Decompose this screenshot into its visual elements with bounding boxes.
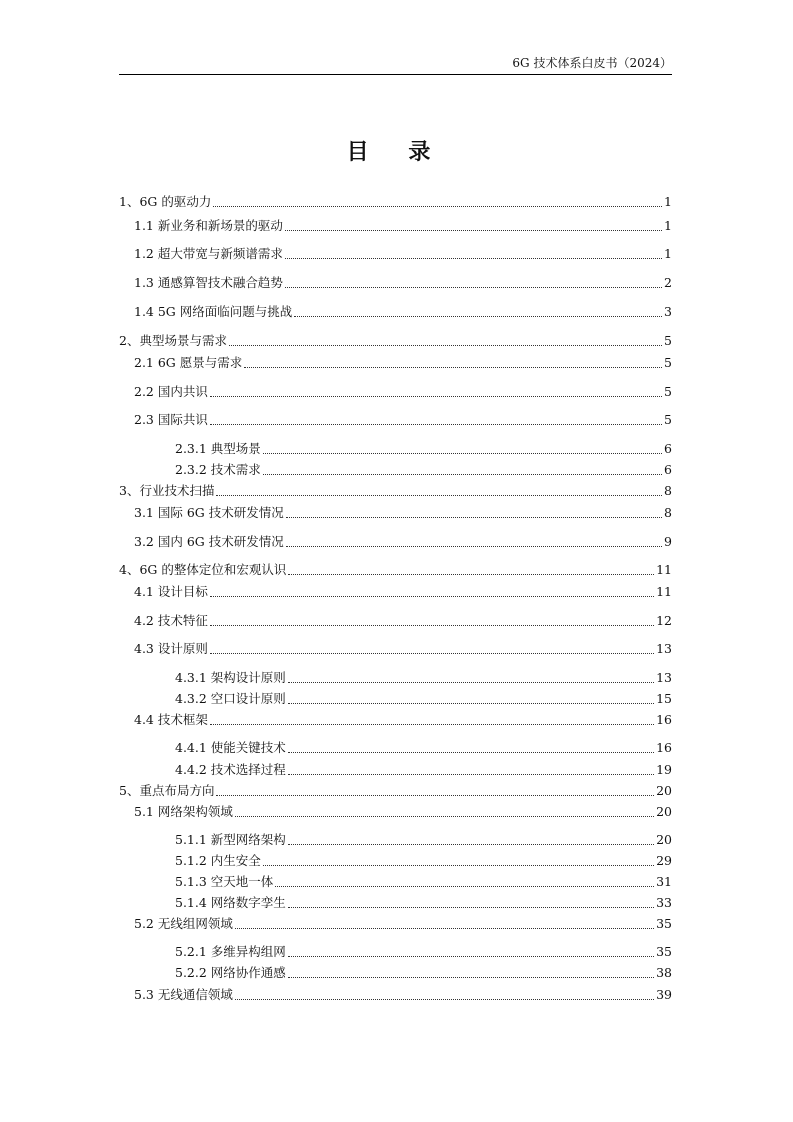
toc-entry-label: 2、典型场景与需求 xyxy=(119,333,227,348)
toc-entry-page: 6 xyxy=(664,462,672,477)
toc-entry[interactable] xyxy=(134,411,672,427)
toc-entry-label: 4.4 技术框架 xyxy=(134,712,208,727)
toc-entry[interactable] xyxy=(134,915,672,931)
dot-leader xyxy=(210,596,654,597)
dot-leader xyxy=(210,396,662,397)
toc-entry-label: 4.2 技术特征 xyxy=(134,613,208,628)
toc-entry-label: 4.3.2 空口设计原则 xyxy=(175,691,286,706)
dot-leader xyxy=(263,474,662,475)
toc-entry-page: 8 xyxy=(664,505,672,520)
toc-entry-page: 11 xyxy=(656,584,672,599)
toc-entry-label: 2.2 国内共识 xyxy=(134,384,208,399)
toc-entry[interactable] xyxy=(175,761,672,777)
toc-entry-label: 2.3.2 技术需求 xyxy=(175,462,261,477)
toc-entry-page: 5 xyxy=(664,412,672,427)
toc-entry[interactable] xyxy=(134,711,672,727)
dot-leader xyxy=(244,367,662,368)
toc-entry-label: 4.4.1 使能关键技术 xyxy=(175,740,286,755)
dot-leader xyxy=(294,316,662,317)
toc-entry-page: 11 xyxy=(656,562,672,577)
toc-entry-label: 5.3 无线通信领域 xyxy=(134,987,233,1002)
toc-entry[interactable] xyxy=(134,583,672,599)
dot-leader xyxy=(210,724,654,725)
toc-entry[interactable] xyxy=(119,193,672,209)
toc-entry-page: 2 xyxy=(664,275,672,290)
toc-entry[interactable] xyxy=(175,894,672,910)
dot-leader xyxy=(235,999,654,1000)
toc-entry-page: 6 xyxy=(664,441,672,456)
toc-entry-page: 13 xyxy=(656,670,672,685)
toc-entry-page: 1 xyxy=(664,246,672,261)
toc-entry-page: 1 xyxy=(664,218,672,233)
dot-leader xyxy=(213,206,662,207)
dot-leader xyxy=(285,230,662,231)
toc-entry[interactable] xyxy=(134,986,672,1002)
toc-entry-label: 2.3 国际共识 xyxy=(134,412,208,427)
toc-entry-label: 5.1.1 新型网络架构 xyxy=(175,832,286,847)
toc-entry-label: 4.4.2 技术选择过程 xyxy=(175,762,286,777)
dot-leader xyxy=(286,517,662,518)
toc-entry-label: 3.1 国际 6G 技术研发情况 xyxy=(134,505,284,520)
toc-entry[interactable] xyxy=(175,690,672,706)
toc-entry-page: 9 xyxy=(664,534,672,549)
dot-leader xyxy=(263,865,654,866)
dot-leader xyxy=(286,546,662,547)
toc-entry[interactable] xyxy=(175,739,672,755)
toc-entry[interactable] xyxy=(175,669,672,685)
dot-leader xyxy=(288,574,654,575)
dot-leader xyxy=(210,625,654,626)
toc-entry-label: 5、重点布局方向 xyxy=(119,783,215,798)
toc-entry-label: 5.1.2 内生安全 xyxy=(175,853,261,868)
dot-leader xyxy=(263,453,662,454)
toc-entry[interactable] xyxy=(134,303,672,319)
toc-entry-label: 4.3.1 架构设计原则 xyxy=(175,670,286,685)
dot-leader xyxy=(288,774,654,775)
page-header-text: 6G 技术体系白皮书（2024） xyxy=(512,56,672,70)
toc-entry-label: 5.1.3 空天地一体 xyxy=(175,874,274,889)
toc-entry-label: 1.4 5G 网络面临问题与挑战 xyxy=(134,304,293,319)
dot-leader xyxy=(210,653,654,654)
dot-leader xyxy=(285,287,662,288)
toc-entry-page: 16 xyxy=(656,740,672,755)
toc-entry-page: 15 xyxy=(656,691,672,706)
dot-leader xyxy=(288,844,654,845)
toc-entry-label: 4、6G 的整体定位和宏观认识 xyxy=(119,562,287,577)
dot-leader xyxy=(288,977,654,978)
toc-entry[interactable] xyxy=(134,504,672,520)
toc-entry-label: 5.2.2 网络协作通感 xyxy=(175,965,286,980)
toc-entry-page: 35 xyxy=(656,916,672,931)
toc-entry-page: 38 xyxy=(656,965,672,980)
dot-leader xyxy=(288,956,654,957)
toc-entry[interactable] xyxy=(134,354,672,370)
toc-entry-label: 1.2 超大带宽与新频谱需求 xyxy=(134,246,283,261)
toc-entry-label: 5.2.1 多维异构组网 xyxy=(175,944,286,959)
toc-entry[interactable] xyxy=(175,831,672,847)
toc-entry-label: 2.1 6G 愿景与需求 xyxy=(134,355,243,370)
toc-entry-page: 12 xyxy=(656,613,672,628)
toc-entry-label: 5.1.4 网络数字孪生 xyxy=(175,895,286,910)
toc-entry[interactable] xyxy=(134,803,672,819)
toc-entry[interactable] xyxy=(119,561,672,577)
toc-entry-page: 20 xyxy=(656,783,672,798)
dot-leader xyxy=(235,816,654,817)
toc-entry[interactable] xyxy=(119,782,672,798)
toc-entry-label: 1.1 新业务和新场景的驱动 xyxy=(134,218,283,233)
toc-title: 目 录 xyxy=(346,140,447,165)
toc-entry[interactable] xyxy=(134,612,672,628)
toc-entry[interactable] xyxy=(134,274,672,290)
toc-entry[interactable] xyxy=(134,383,672,399)
toc-entry-page: 3 xyxy=(664,304,672,319)
toc-entry-page: 5 xyxy=(664,384,672,399)
toc-entry[interactable] xyxy=(119,482,672,498)
toc-entry-page: 20 xyxy=(656,804,672,819)
toc-entry[interactable] xyxy=(175,852,672,868)
toc-entry-label: 4.1 设计目标 xyxy=(134,584,208,599)
toc-entry-label: 3、行业技术扫描 xyxy=(119,483,215,498)
dot-leader xyxy=(288,682,654,683)
toc-entry-page: 13 xyxy=(656,641,672,656)
toc-entry-page: 5 xyxy=(664,333,672,348)
toc-entry-page: 19 xyxy=(656,762,672,777)
toc-entry[interactable] xyxy=(134,217,672,233)
dot-leader xyxy=(275,886,654,887)
toc-entry[interactable] xyxy=(134,640,672,656)
dot-leader xyxy=(210,424,662,425)
dot-leader xyxy=(216,495,662,496)
toc-entry[interactable] xyxy=(175,461,672,477)
dot-leader xyxy=(229,345,662,346)
toc-entry-page: 35 xyxy=(656,944,672,959)
toc-entry[interactable] xyxy=(175,440,672,456)
dot-leader xyxy=(216,795,654,796)
toc-entry-page: 16 xyxy=(656,712,672,727)
toc-entry-page: 31 xyxy=(656,874,672,889)
toc-entry-page: 20 xyxy=(656,832,672,847)
dot-leader xyxy=(288,752,654,753)
toc-entry-label: 3.2 国内 6G 技术研发情况 xyxy=(134,534,284,549)
toc-entry[interactable] xyxy=(175,964,672,980)
toc-entry[interactable] xyxy=(175,873,672,889)
toc-entry[interactable] xyxy=(175,943,672,959)
toc-entry-label: 2.3.1 典型场景 xyxy=(175,441,261,456)
dot-leader xyxy=(285,258,662,259)
toc-entry[interactable] xyxy=(134,533,672,549)
toc-entry-page: 8 xyxy=(664,483,672,498)
toc-entry-page: 1 xyxy=(664,194,672,209)
header-rule xyxy=(119,74,672,75)
toc-entry-label: 1.3 通感算智技术融合趋势 xyxy=(134,275,283,290)
dot-leader xyxy=(288,703,654,704)
toc-entry-label: 5.1 网络架构领域 xyxy=(134,804,233,819)
dot-leader xyxy=(235,928,654,929)
toc-entry-label: 1、6G 的驱动力 xyxy=(119,194,212,209)
toc-entry-page: 33 xyxy=(656,895,672,910)
toc-entry-page: 5 xyxy=(664,355,672,370)
toc-entry[interactable] xyxy=(119,332,672,348)
toc-entry[interactable] xyxy=(134,245,672,261)
dot-leader xyxy=(288,907,654,908)
toc-entry-page: 39 xyxy=(656,987,672,1002)
toc-entry-page: 29 xyxy=(656,853,672,868)
toc-entry-label: 4.3 设计原则 xyxy=(134,641,208,656)
toc-entry-label: 5.2 无线组网领域 xyxy=(134,916,233,931)
